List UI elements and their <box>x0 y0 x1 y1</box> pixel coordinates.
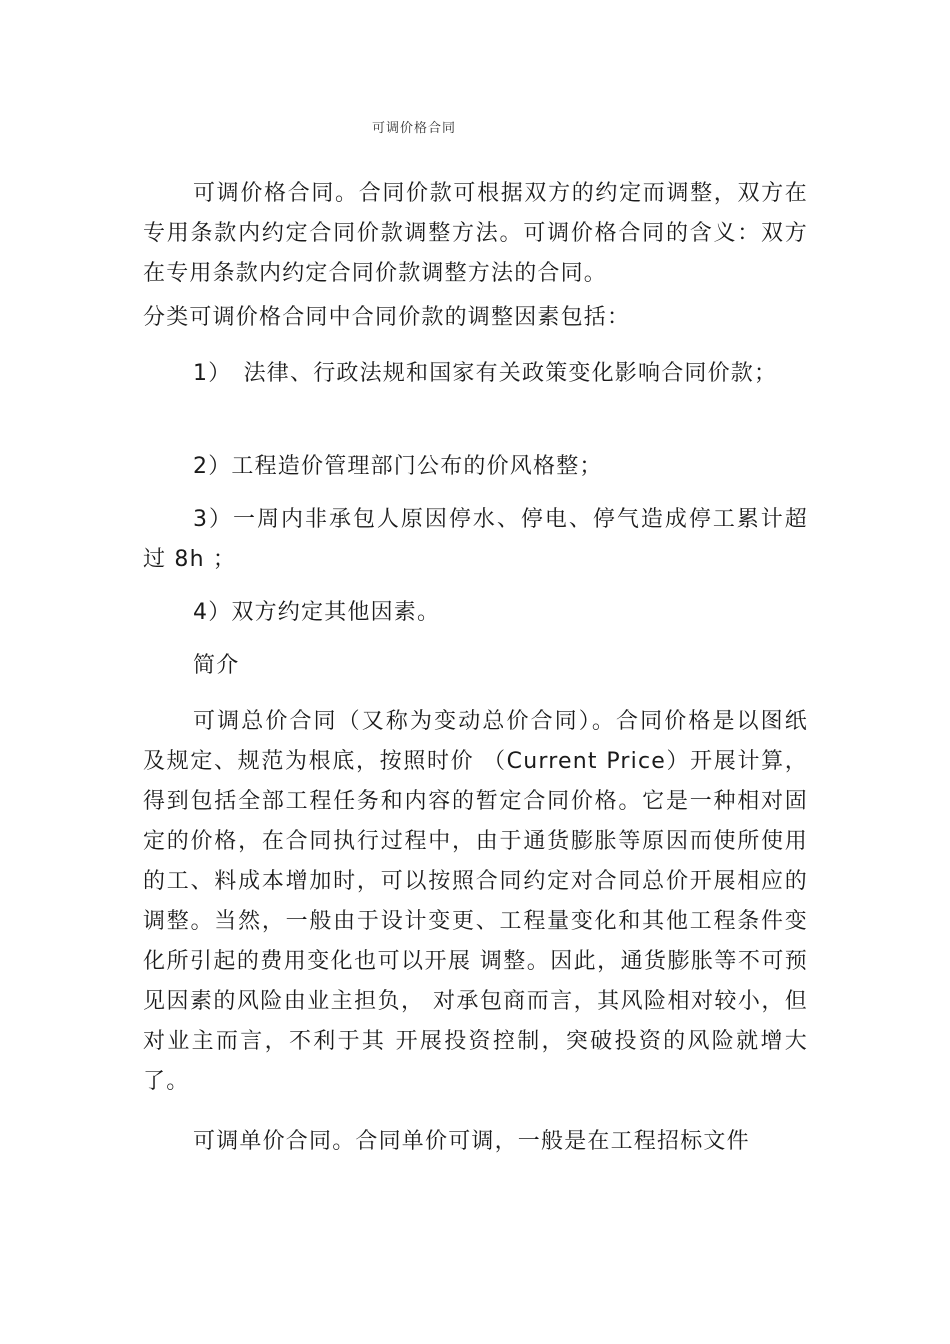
list-item-2: 2）工程造价管理部门公布的价风格整； <box>193 454 603 479</box>
paragraph-adjustable-unit-price: 可调单价合同。合同单价可调，一般是在工程招标文件 <box>193 1129 750 1154</box>
list-item-4: 4）双方约定其他因素。 <box>193 600 441 625</box>
section-heading-intro: 简介 <box>193 653 240 678</box>
list-item-3: 3）一周内非承包人原因停水、停电、停气造成停工累计超过 8h ； <box>143 507 808 572</box>
paragraph-definition: 可调价格合同。合同价款可根据双方的约定而调整，双方在专用条款内约定合同价款调整方法。可调价格合同的含义：双方在专用条款内约定合同价款调整方法的合同。 <box>143 181 808 286</box>
paragraph-classification: 分类可调价格合同中合同价款的调整因素包括： <box>143 305 631 330</box>
list-item-1: 1） 法律、行政法规和国家有关政策变化影响合同价款； <box>193 361 778 386</box>
page-header-title: 可调价格合同 <box>371 121 456 136</box>
paragraph-adjustable-total-price: 可调总价合同（又称为变动总价合同）。合同价格是以图纸及规定、规范为根底，按照时价 （Current Price）开展计算，得到包括全部工程任务和内容的暂定合同价格。它是一种相对固定的价格，在合同执行过程中，由于通货膨胀等原因而使所使用的工、料成本增加时，可以按照合同约定对合同总价开展相应的调整。当然，一般由于设计变更、工程量变化和其他工程条件变化所引起的费用变化也可以开展 调整。因此，通货膨胀等不可预见因素的风险由业主担负， 对承包商而言，其风险相对较小，但对业主而言，不利于其 开展投资控制，突破投资的风险就增大了。 <box>143 709 808 1094</box>
